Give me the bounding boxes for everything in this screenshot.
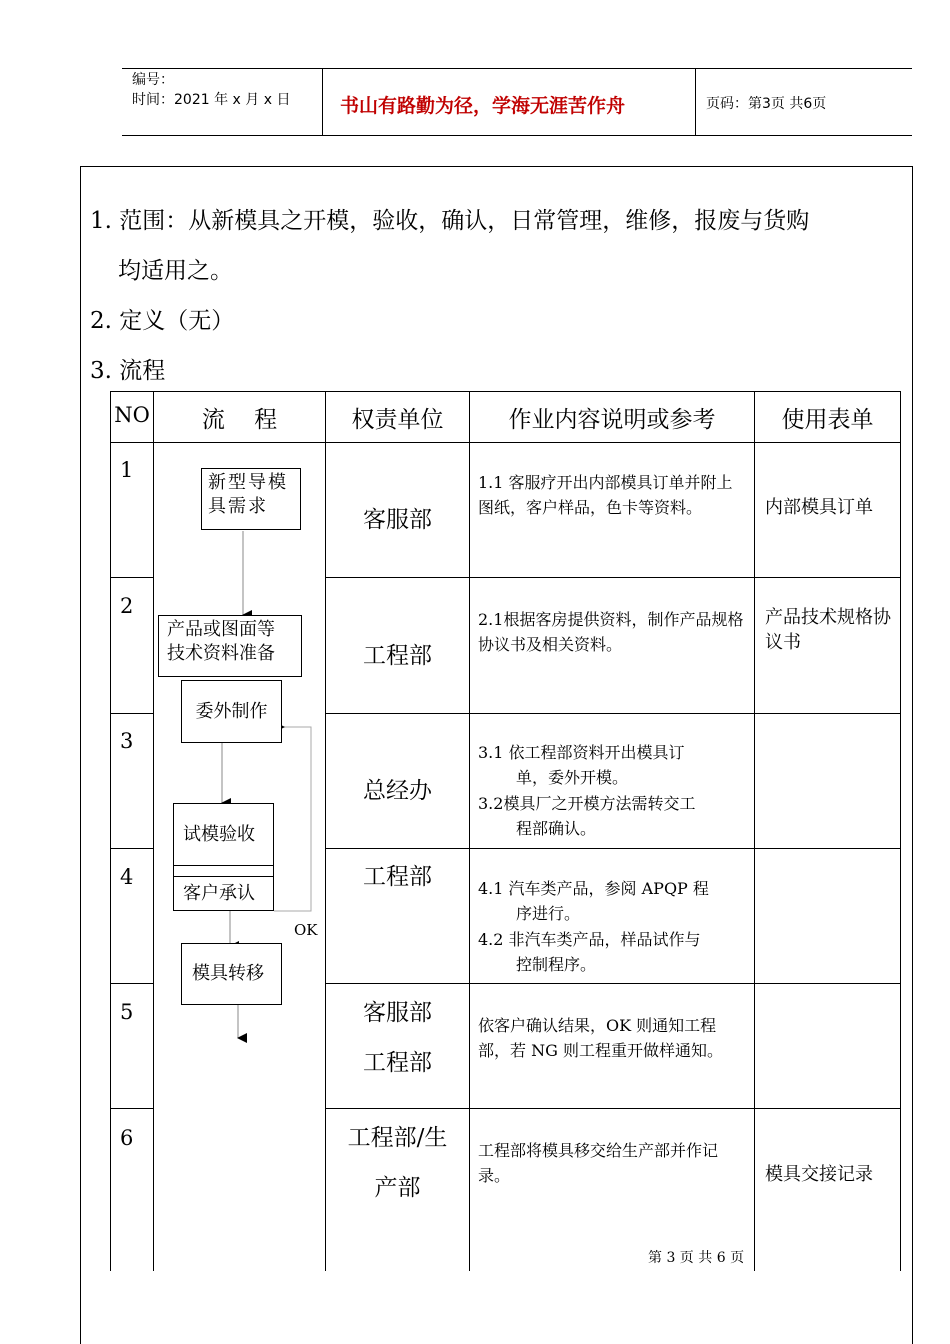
col-header-flow: 流 程	[201, 407, 278, 433]
flow-step-new-mold-demand	[201, 468, 301, 530]
flow-step-label: 模具转移	[192, 963, 264, 984]
row-number: 6	[120, 1126, 134, 1150]
content-cell: 工程部将模具移交给生产部并作记录。	[478, 1141, 719, 1185]
row-number: 4	[120, 865, 134, 889]
col-header-dept: 权责单位	[351, 407, 444, 433]
definition-heading: 2. 定义（无）	[90, 308, 235, 334]
flow-step-label: 新型导模具需求	[208, 472, 288, 517]
dept-cell: 客服部	[363, 1000, 432, 1026]
flow-ok-label: OK	[294, 921, 318, 939]
row-number: 3	[120, 729, 134, 753]
flow-step-outsource	[181, 680, 282, 743]
scope-line-1: 1. 范围：从新模具之开模，验收，确认，日常管理，维修，报废与货购	[90, 208, 810, 234]
dept-cell: 工程部	[363, 1050, 432, 1076]
footer-page-number: 第 3 页 共 6 页	[648, 1250, 745, 1266]
content-cell: 3.2模具厂之开模方法需转交工	[478, 794, 696, 813]
row-number: 5	[120, 1000, 134, 1024]
content-cell: 控制程序。	[516, 955, 597, 974]
content-cell: 单，委外开模。	[516, 768, 629, 787]
document-time-label: 时间：2021 年 x 月 x 日	[132, 92, 291, 108]
document-number-label: 编号：	[132, 72, 174, 88]
content-cell: 4.2 非汽车类产品，样品试作与	[478, 930, 701, 949]
flow-step-label: 技术资料准备	[167, 643, 275, 664]
dept-cell: 工程部	[363, 643, 432, 669]
flow-step-label: 试模验收	[183, 823, 255, 845]
flow-step-label: 委外制作	[195, 700, 268, 722]
dept-cell: 工程部/生	[347, 1125, 448, 1151]
content-cell: 依客户确认结果，OK 则通知工程部，若 NG 则工程重开做样通知。	[478, 1016, 723, 1060]
header-page-info: 页码：第3页 共6页	[706, 96, 827, 112]
flow-step-label: 客户承认	[183, 882, 255, 904]
scope-line-2: 均适用之。	[118, 258, 233, 284]
flow-loop-arrow	[274, 727, 311, 911]
col-header-no: NO	[114, 403, 150, 427]
content-cell: 4.1 汽车类产品，参阅 APQP 程	[478, 879, 709, 898]
form-cell: 产品技术规格协议书	[765, 607, 891, 653]
dept-cell: 工程部	[363, 864, 432, 890]
flow-step-trial-acceptance	[173, 803, 274, 866]
form-cell: 模具交接记录	[765, 1164, 873, 1185]
row-number: 2	[120, 594, 134, 618]
dept-cell: 客服部	[363, 507, 432, 533]
content-cell: 程部确认。	[516, 819, 597, 838]
content-cell: 1.1 客服疗开出内部模具订单并附上图纸，客户样品，色卡等资料。	[478, 473, 733, 517]
flow-step-mold-transfer	[181, 943, 282, 1005]
process-heading: 3. 流程	[90, 358, 166, 384]
dept-cell: 总经办	[363, 778, 432, 804]
content-cell: 3.1 依工程部资料开出模具订	[478, 743, 685, 762]
col-header-form: 使用表单	[781, 407, 874, 433]
col-header-content: 作业内容说明或参考	[508, 407, 716, 433]
flow-step-technical-data	[158, 615, 302, 677]
content-cell: 2.1根据客房提供资料，制作产品规格协议书及相关资料。	[478, 610, 744, 654]
flow-step-customer-approval	[173, 876, 274, 911]
content-cell: 序进行。	[516, 904, 581, 923]
form-cell: 内部模具订单	[765, 497, 873, 518]
header-motto: 书山有路勤为径，学海无涯苦作舟	[340, 95, 626, 117]
dept-cell: 产部	[374, 1175, 421, 1201]
flow-step-label: 产品或图面等	[167, 619, 275, 640]
row-number: 1	[120, 458, 134, 482]
